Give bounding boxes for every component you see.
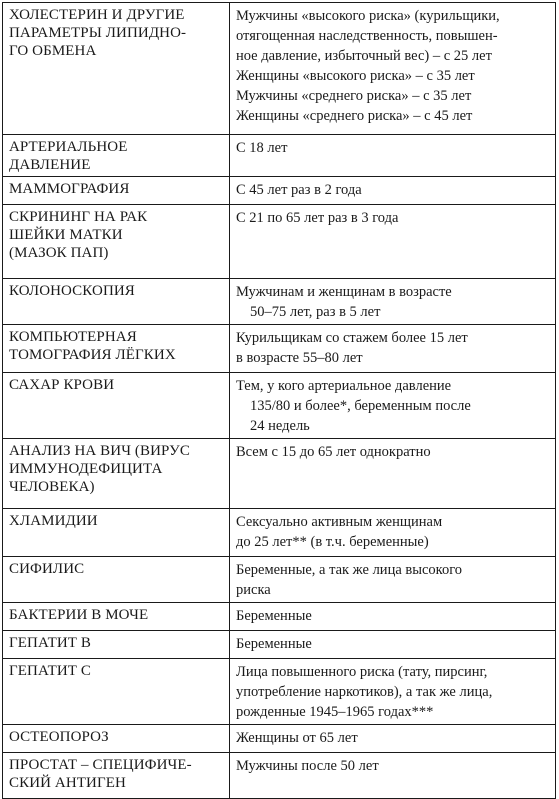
recommendation-line: Мужчины «высокого риска» (курильщики, xyxy=(236,8,500,24)
recommendation-cell xyxy=(230,177,556,205)
test-name-cell xyxy=(3,325,230,373)
recommendation-line: С 18 лет xyxy=(236,140,288,156)
table-row xyxy=(3,325,556,373)
table-row xyxy=(3,373,556,439)
test-name-line: СИФИЛИС xyxy=(9,561,85,577)
test-name-line: ЧЕЛОВЕКА) xyxy=(9,479,95,495)
test-name-cell xyxy=(3,279,230,325)
test-name-line: СКРИНИНГ НА РАК xyxy=(9,209,148,225)
table-row xyxy=(3,631,556,659)
table-row xyxy=(3,439,556,509)
test-name-cell xyxy=(3,659,230,725)
test-name-line: САХАР КРОВИ xyxy=(9,377,115,393)
recommendation-cell xyxy=(230,725,556,753)
recommendation-line: Беременные xyxy=(236,636,312,652)
test-name-line: ГО ОБМЕНА xyxy=(9,43,97,59)
test-name-cell xyxy=(3,3,230,135)
recommendation-cell xyxy=(230,439,556,509)
test-name-line: БАКТЕРИИ В МОЧЕ xyxy=(9,607,149,623)
recommendation-line: Сексуально активным женщинам xyxy=(236,514,443,530)
test-name-line: ПРОСТАТ – СПЕЦИФИЧЕ- xyxy=(9,757,192,773)
recommendation-cell xyxy=(230,659,556,725)
recommendation-line: рожденные 1945–1965 годах*** xyxy=(236,704,434,720)
test-name-line: МАММОГРАФИЯ xyxy=(9,181,130,197)
test-name-line: ГЕПАТИТ С xyxy=(9,663,91,679)
test-name-line: ТОМОГРАФИЯ ЛЁГКИХ xyxy=(9,347,176,363)
test-name-cell xyxy=(3,205,230,279)
table-row xyxy=(3,725,556,753)
recommendation-line: отягощенная наследственность, повышен- xyxy=(236,28,498,44)
test-name-line: (МАЗОК ПАП) xyxy=(9,245,109,261)
recommendation-cell xyxy=(230,631,556,659)
recommendation-line: Тем, у кого артериальное давление xyxy=(236,378,452,394)
recommendation-line: 135/80 и более*, беременным после xyxy=(250,398,471,414)
table-row xyxy=(3,177,556,205)
recommendation-cell xyxy=(230,135,556,177)
test-name-line: КОЛОНОСКОПИЯ xyxy=(9,283,135,299)
recommendation-cell xyxy=(230,3,556,135)
test-name-line: ХОЛЕСТЕРИН И ДРУГИЕ xyxy=(9,7,185,23)
recommendation-line: 50–75 лет, раз в 5 лет xyxy=(250,304,381,320)
screening-table xyxy=(2,2,556,799)
test-name-line: АРТЕРИАЛЬНОЕ xyxy=(9,139,128,155)
test-name-line: ШЕЙКИ МАТКИ xyxy=(9,227,123,243)
test-name-cell xyxy=(3,509,230,557)
recommendation-line: Женщины от 65 лет xyxy=(236,730,358,746)
test-name-cell xyxy=(3,725,230,753)
recommendation-cell xyxy=(230,325,556,373)
recommendation-cell xyxy=(230,753,556,799)
table-row xyxy=(3,3,556,135)
table-row xyxy=(3,205,556,279)
recommendation-line: Курильщикам со стажем более 15 лет xyxy=(236,330,468,346)
table-body xyxy=(3,3,556,799)
table-row xyxy=(3,557,556,603)
recommendation-line: ное давление, избыточный вес) – с 25 лет xyxy=(236,48,492,64)
recommendation-line: до 25 лет** (в т.ч. беременные) xyxy=(236,534,429,550)
recommendation-line: С 21 по 65 лет раз в 3 года xyxy=(236,210,399,226)
test-name-line: ИММУНОДЕФИЦИТА xyxy=(9,461,163,477)
test-name-line: СКИЙ АНТИГЕН xyxy=(9,775,126,791)
recommendation-cell xyxy=(230,373,556,439)
recommendation-line: Женщины «среднего риска» – с 45 лет xyxy=(236,108,473,124)
test-name-cell xyxy=(3,631,230,659)
recommendation-line: употребление наркотиков), а так же лица, xyxy=(236,684,493,700)
test-name-cell xyxy=(3,135,230,177)
table-row xyxy=(3,659,556,725)
recommendation-cell xyxy=(230,603,556,631)
test-name-cell xyxy=(3,753,230,799)
recommendation-line: Мужчины после 50 лет xyxy=(236,758,379,774)
table-row xyxy=(3,753,556,799)
recommendation-line: 24 недель xyxy=(250,418,310,434)
test-name-cell xyxy=(3,373,230,439)
recommendation-cell xyxy=(230,557,556,603)
recommendation-cell xyxy=(230,509,556,557)
test-name-line: ДАВЛЕНИЕ xyxy=(9,157,91,173)
test-name-line: ОСТЕОПОРОЗ xyxy=(9,729,109,745)
recommendation-line: Лица повышенного риска (тату, пирсинг, xyxy=(236,664,488,680)
recommendation-line: Мужчинам и женщинам в возрасте xyxy=(236,284,452,300)
recommendation-line: Мужчины «среднего риска» – с 35 лет xyxy=(236,88,472,104)
test-name-line: ХЛАМИДИИ xyxy=(9,513,98,529)
recommendation-cell xyxy=(230,279,556,325)
recommendation-line: С 45 лет раз в 2 года xyxy=(236,182,362,198)
recommendation-line: риска xyxy=(236,582,271,598)
recommendation-line: Беременные xyxy=(236,608,312,624)
recommendation-line: Всем с 15 до 65 лет однократно xyxy=(236,444,431,460)
recommendation-line: Женщины «высокого риска» – с 35 лет xyxy=(236,68,475,84)
test-name-line: КОМПЬЮТЕРНАЯ xyxy=(9,329,137,345)
recommendation-line: Беременные, а так же лица высокого xyxy=(236,562,463,578)
test-name-line: ПАРАМЕТРЫ ЛИПИДНО- xyxy=(9,25,187,41)
test-name-cell xyxy=(3,177,230,205)
recommendation-cell xyxy=(230,205,556,279)
test-name-cell xyxy=(3,439,230,509)
table-row xyxy=(3,603,556,631)
table-row xyxy=(3,135,556,177)
test-name-line: ГЕПАТИТ В xyxy=(9,635,91,651)
test-name-cell xyxy=(3,557,230,603)
table-row xyxy=(3,279,556,325)
test-name-line: АНАЛИЗ НА ВИЧ (ВИРУС xyxy=(9,443,190,459)
table-row xyxy=(3,509,556,557)
test-name-cell xyxy=(3,603,230,631)
recommendation-line: в возрасте 55–80 лет xyxy=(236,350,363,366)
